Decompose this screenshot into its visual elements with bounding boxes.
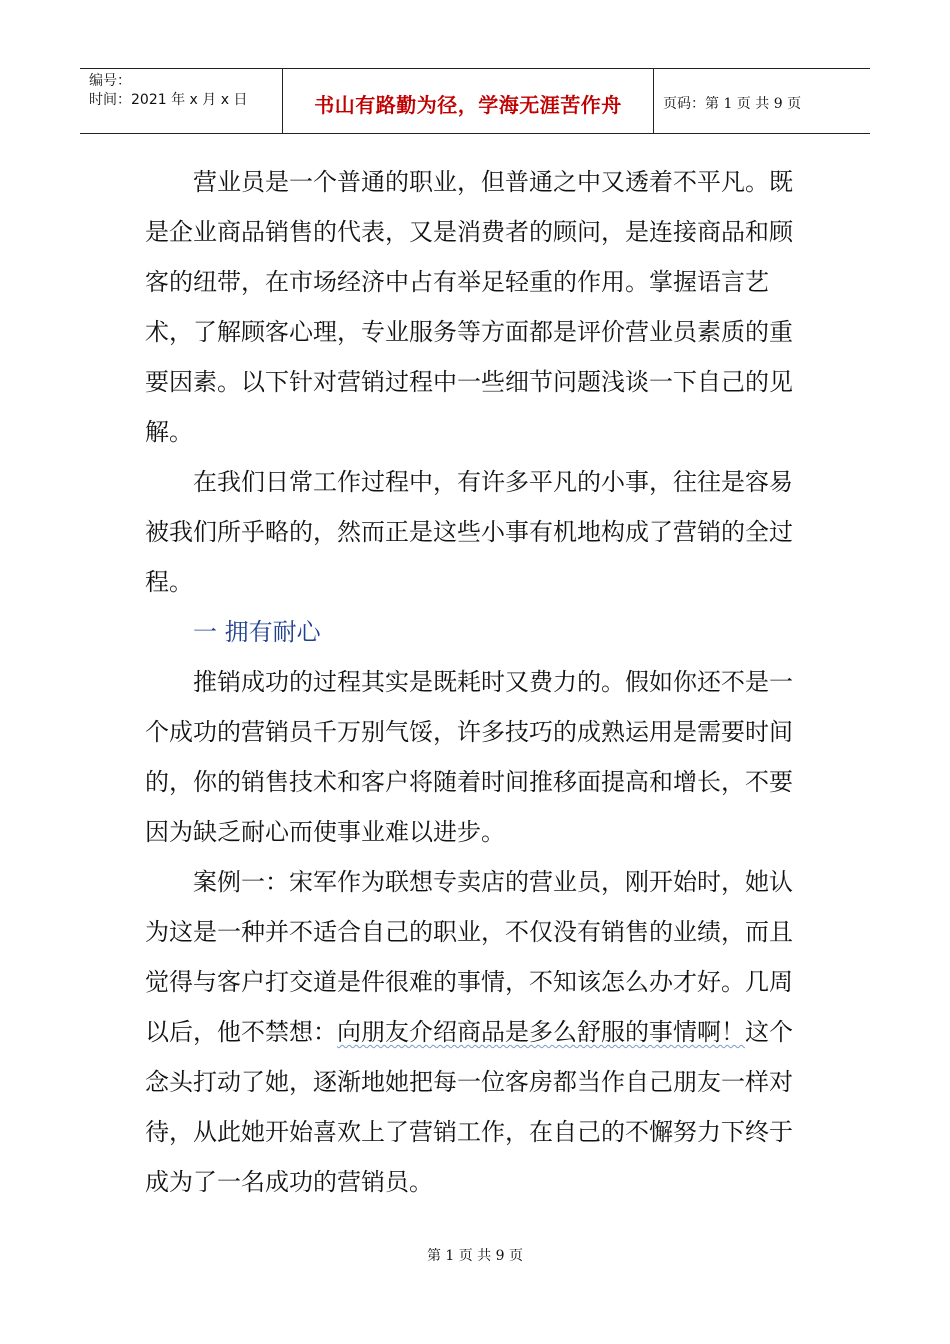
document-number-label: 编号： — [89, 73, 131, 89]
page-header — [80, 68, 870, 134]
case-paragraph — [145, 857, 805, 1207]
case-text-end: 这个念头打动了她，逐渐地她把每一位客房都当作自己朋友一样对待，从此她开始喜欢上了营销工作，在自己的不懈努力下终于成为了一名成功的营销员。 — [145, 1018, 793, 1196]
header-page-info: 页码：第 1 页 共 9 页 — [663, 96, 802, 112]
header-page-cell — [654, 69, 870, 133]
context-paragraph: 在我们日常工作过程中，有许多平凡的小事，往往是容易被我们所乎略的，然而正是这些小事有机地构成了营销的全过程。 — [145, 468, 793, 596]
header-meta-cell — [80, 69, 283, 133]
document-body — [145, 157, 805, 1207]
case-text-start: 案例一：宋军作为联想专卖店的营业员，刚开始时，她认为这是一种并不适合自己的职业，不仅没有销售的业绩，而且觉得与客户打交道是件很难的事情，不知该怎么办才好。几周以后，他不禁想： — [145, 868, 793, 1046]
section-heading: 一 拥有耐心 — [193, 618, 321, 646]
intro-paragraph: 营业员是一个普通的职业，但普通之中又透着不平凡。既是企业商品销售的代表，又是消费者的顾问，是连接商品和顾客的纽带，在市场经济中占有举足轻重的作用。掌握语言艺术，了解顾客心理，专业服务等方面都是评价营业员素质的重要因素。以下针对营销过程中一些细节问题浅谈一下自己的见解。 — [145, 168, 793, 446]
case-text-underlined: 向朋友介绍商品是多么舒服的事情啊！ — [337, 1018, 745, 1046]
footer-page-number: 第 1 页 共 9 页 — [426, 1248, 524, 1264]
header-motto-cell — [283, 69, 654, 133]
section-paragraph: 推销成功的过程其实是既耗时又费力的。假如你还不是一个成功的营销员千万别气馁，许多技巧的成熟运用是需要时间的，你的销售技术和客户将随着时间推移面提高和增长，不要因为缺乏耐心而使事业难以进步。 — [145, 668, 793, 846]
page-footer — [0, 1245, 950, 1265]
document-date: 时间：2021 年 x 月 x 日 — [89, 92, 248, 108]
header-motto: 书山有路勤为径，学海无涯苦作舟 — [314, 92, 622, 117]
